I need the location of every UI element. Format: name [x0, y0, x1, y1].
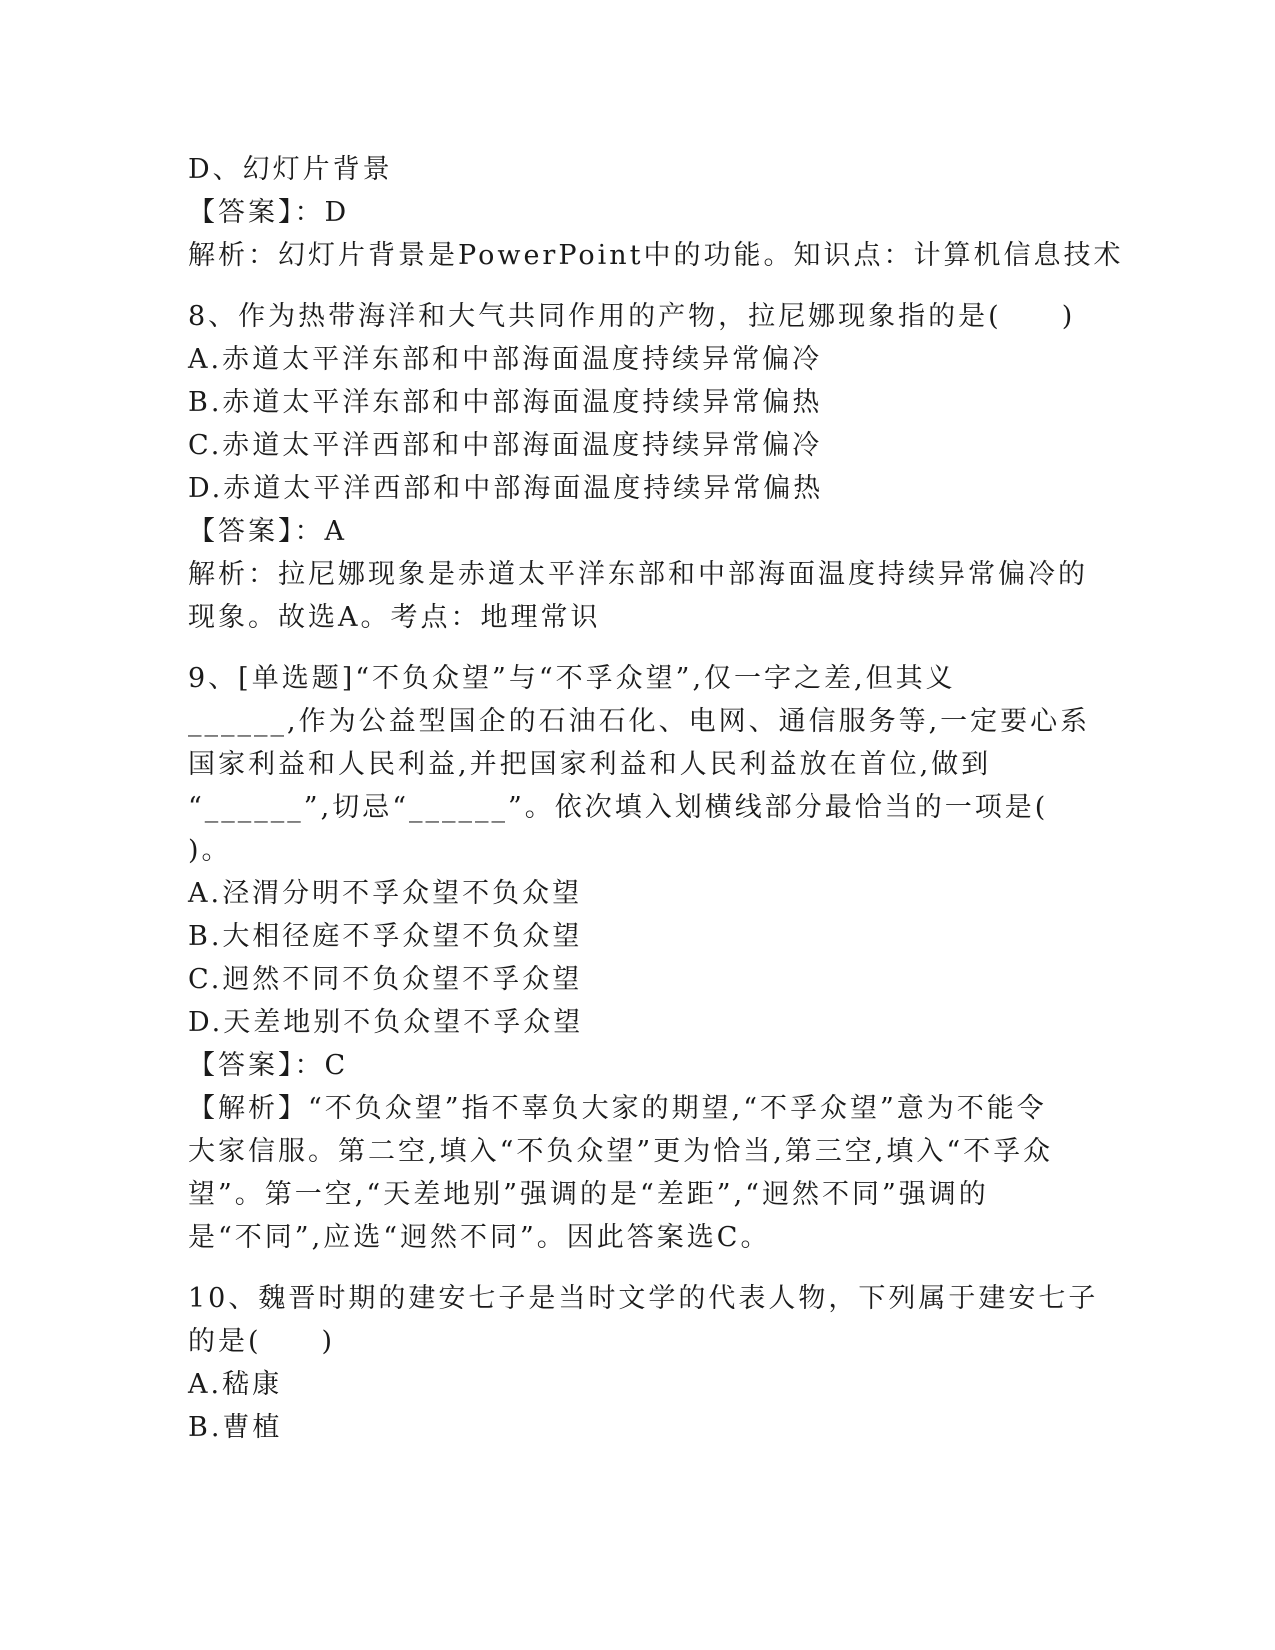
option-d: D、幻灯片背景 — [188, 154, 393, 185]
answer: 【答案】：C — [188, 1050, 349, 1081]
option-c: C.赤道太平洋西部和中部海面温度持续异常偏冷 — [188, 430, 823, 461]
question-text: 8、作为热带海洋和大气共同作用的产物，拉尼娜现象指的是( ) — [188, 301, 1076, 332]
question-7 — [188, 148, 1124, 277]
question-8 — [188, 295, 1088, 639]
question-text-line: )。 — [188, 835, 232, 866]
question-text-line: 国家利益和人民利益,并把国家利益和人民利益放在首位,做到 — [188, 749, 992, 780]
analysis-line: 【解析】“不负众望”指不辜负大家的期望,“不孚众望”意为不能令 — [188, 1093, 1047, 1124]
question-text-line: 9、[单选题]“不负众望”与“不孚众望”,仅一字之差,但其义 — [188, 663, 956, 694]
question-text-line: 10、魏晋时期的建安七子是当时文学的代表人物，下列属于建安七子 — [188, 1283, 1099, 1314]
option-b: B.大相径庭不孚众望不负众望 — [188, 921, 583, 952]
option-a: A.赤道太平洋东部和中部海面温度持续异常偏冷 — [188, 344, 823, 375]
answer: 【答案】：A — [188, 516, 347, 547]
answer: 【答案】：D — [188, 197, 350, 228]
option-a: A.泾渭分明不孚众望不负众望 — [188, 878, 583, 909]
question-text-line: 的是( ) — [188, 1326, 336, 1357]
analysis-line: 是“不同”,应选“迥然不同”。因此答案选C。 — [188, 1222, 771, 1253]
option-b: B.赤道太平洋东部和中部海面温度持续异常偏热 — [188, 387, 823, 418]
analysis-line: 现象。故选A。考点：地理常识 — [188, 602, 601, 633]
analysis-line: 解析：拉尼娜现象是赤道太平洋东部和中部海面温度持续异常偏冷的 — [188, 559, 1088, 590]
option-d: D.赤道太平洋西部和中部海面温度持续异常偏热 — [188, 473, 824, 504]
question-text-line: ______,作为公益型国企的石油石化、电网、通信服务等,一定要心系 — [188, 706, 1091, 737]
analysis: 解析：幻灯片背景是PowerPoint中的功能。知识点：计算机信息技术 — [188, 240, 1124, 271]
option-a: A.嵇康 — [188, 1369, 283, 1400]
option-c: C.迥然不同不负众望不孚众望 — [188, 964, 583, 995]
analysis-line: 大家信服。第二空,填入“不负众望”更为恰当,第三空,填入“不孚众 — [188, 1136, 1054, 1167]
question-10 — [188, 1277, 1099, 1449]
option-d: D.天差地别不负众望不孚众望 — [188, 1007, 584, 1038]
analysis-line: 望”。第一空,“天差地别”强调的是“差距”,“迥然不同”强调的 — [188, 1179, 989, 1210]
question-9 — [188, 657, 1091, 1259]
question-text-line: “______”,切忌“______”。依次填入划横线部分最恰当的一项是( — [188, 792, 1049, 823]
document-content — [188, 148, 1124, 1449]
option-b: B.曹植 — [188, 1412, 283, 1443]
